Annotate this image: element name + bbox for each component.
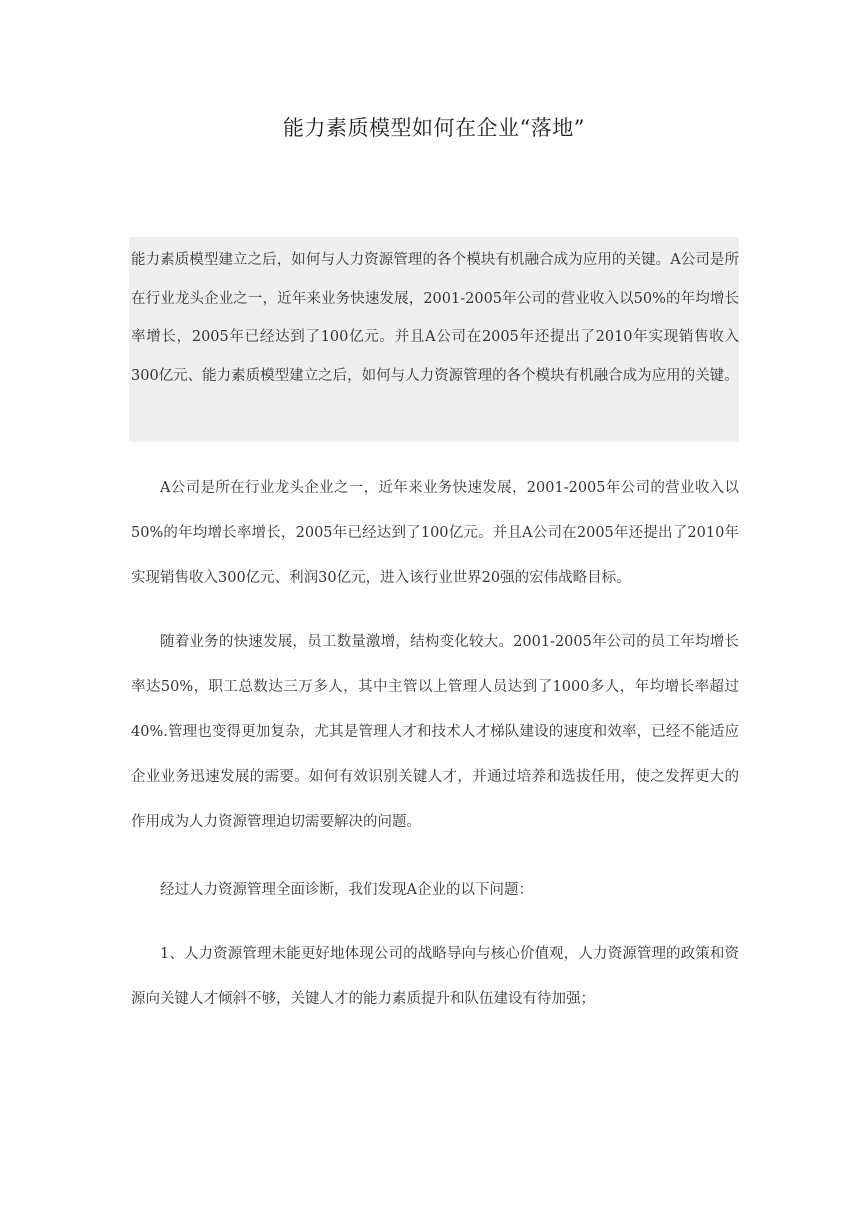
document-title: 能力素质模型如何在企业“落地” [283, 116, 585, 140]
diagnosis-paragraph: 经过人力资源管理全面诊断，我们发现A企业的以下问题： [160, 882, 533, 898]
issue-item-1: 1、人力资源管理未能更好地体现公司的战略导向与核心价值观，人力资源管理的政策和资源向关键人才倾斜不够，关键人才的能力素质提升和队伍建设有待加强； [131, 946, 739, 1007]
intro-paragraph: 能力素质模型建立之后，如何与人力资源管理的各个模块有机融合成为应用的关键。A公司是所在行业龙头企业之一，近年来业务快速发展，2001-2005年公司的营业收入以50%的年均增长率增长，2005年已经达到了100亿元。并且A公司在2005年还提出了2010年实现销售收入300亿元、能力素质模型建立之后，如何与人力资源管理的各个模块有机融合成为应用的关键。 [131, 252, 739, 384]
workforce-growth-paragraph: 随着业务的快速发展，员工数量激增，结构变化较大。2001-2005年公司的员工年均增长率达50%，职工总数达三万多人，其中主管以上管理人员达到了1000多人，年均增长率超过40%.管理也变得更加复杂，尤其是管理人才和技术人才梯队建设的速度和效率，已经不能适应企业业务迅速发展的需要。如何有效识别关键人才，并通过培养和选拔任用，使之发挥更大的作用成为人力资源管理迫切需要解决的问题。 [131, 634, 739, 830]
company-overview-paragraph: A公司是所在行业龙头企业之一，近年来业务快速发展，2001-2005年公司的营业收入以50%的年均增长率增长，2005年已经达到了100亿元。并且A公司在2005年还提出了2010年实现销售收入300亿元、利润30亿元，进入该行业世界20强的宏伟战略目标。 [131, 480, 739, 586]
